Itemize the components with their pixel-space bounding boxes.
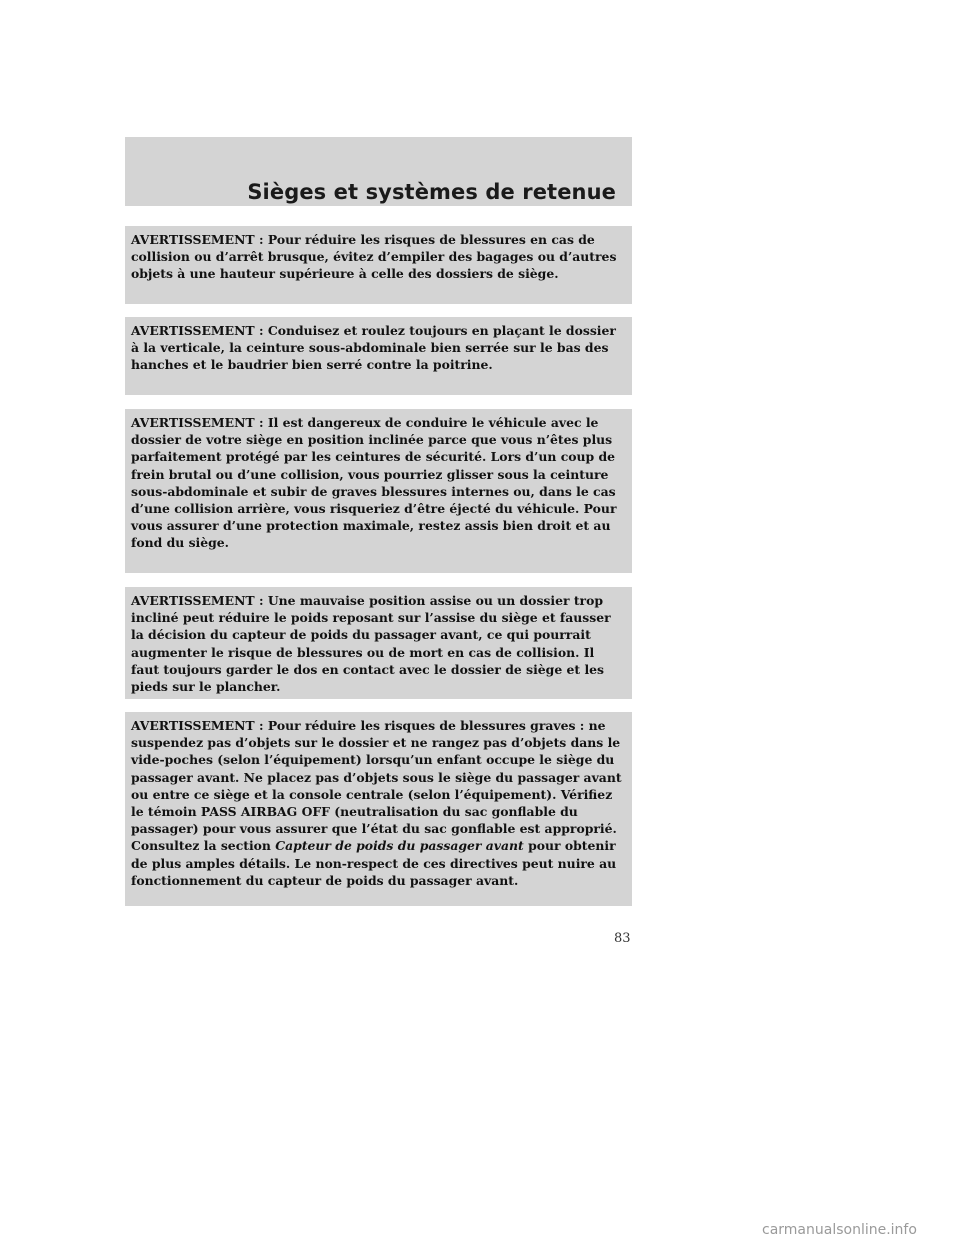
warning-box-sitting-position	[125, 587, 632, 699]
warning-text: AVERTISSEMENT : Il est dangereux de conduire le véhicule avec le dossier de votre siège en position inclinée parce que vous n’êtes plus parfaitement protégé par les ceintures de sécurité. Lors d’un coup de frein brutal ou d’une collision, vous pourriez glisser sous la ceinture sous-abdominale et subir de graves blessures internes ou, dans le cas d’une collision arrière, vous risqueriez d’être éjecté du véhicule. Pour vous assurer d’une protection maximale, restez assis bien droit et au fond du siège.	[131, 415, 617, 551]
page-number: 83	[614, 931, 631, 946]
section-header-band	[125, 137, 632, 206]
warning-text: AVERTISSEMENT : Conduisez et roulez toujours en plaçant le dossier à la verticale, la ceinture sous-abdominale bien serrée sur le bas des hanches et le baudrier bien serré contre la poitrine.	[131, 323, 616, 373]
warning-box-objects-passenger-seat	[125, 712, 632, 906]
warning-box-upright-seatback	[125, 317, 632, 395]
warning-box-reclined-seat	[125, 409, 632, 573]
warning-text: AVERTISSEMENT : Pour réduire les risques de blessures en cas de collision ou d’arrêt brusque, évitez d’empiler des bagages ou d’autres objets à une hauteur supérieure à celle des dossiers de siège.	[131, 232, 617, 282]
warning-text: AVERTISSEMENT : Une mauvaise position assise ou un dossier trop incliné peut réduire le poids reposant sur l’assise du siège et fausser la décision du capteur de poids du passager avant, ce qui pourrait augmenter le risque de blessures ou de mort en cas de collision. Il faut toujours garder le dos en contact avec le dossier de siège et les pieds sur le plancher.	[131, 593, 611, 695]
section-reference: Capteur de poids du passager avant	[275, 838, 524, 854]
warning-text-part: pour obtenir de plus amples détails. Le non-respect de ces directives peut nuire au fonctionnement du capteur de poids du passager avant.	[131, 838, 617, 888]
watermark: carmanualsonline.info	[762, 1222, 917, 1238]
warning-text	[131, 717, 626, 889]
section-title: Sièges et systèmes de retenue	[247, 180, 616, 204]
warning-text-part: AVERTISSEMENT : Pour réduire les risques de blessures graves : ne suspendez pas d’objets sur le dossier et ne rangez pas d’objets dans le vide-poches (selon l’équipement) lorsqu’un enfant occupe le siège du passager avant. Ne placez pas d’objets sous le siège du passager avant ou entre ce siège et la console centrale (selon l’équipement). Vérifiez le témoin PASS AIRBAG OFF (neutralisation du sac gonflable du passager) pour vous assurer que l’état du sac gonflable est approprié. Consultez la section	[131, 718, 622, 854]
warning-box-seat-luggage	[125, 226, 632, 304]
